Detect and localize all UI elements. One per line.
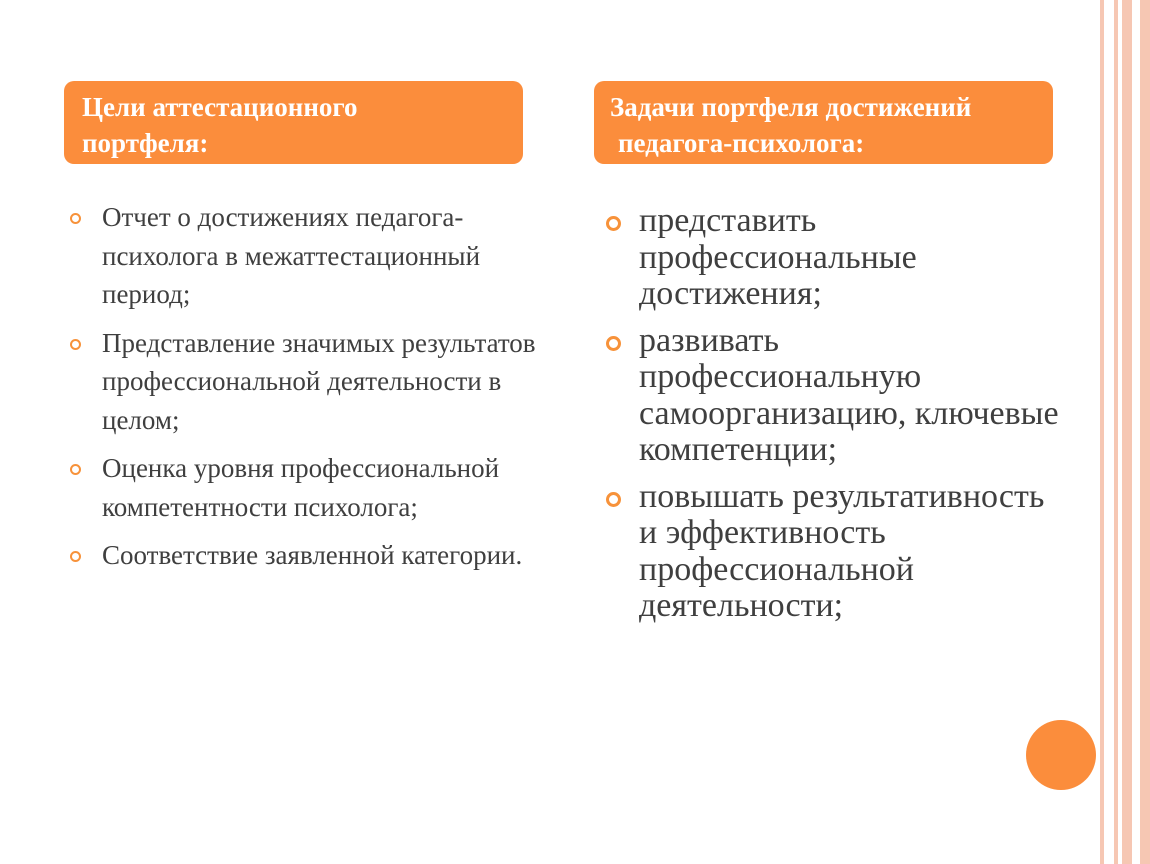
list-item [68, 198, 538, 314]
list-item [604, 203, 1064, 313]
circle-bullet-icon [606, 336, 621, 351]
left-bullet-list [68, 198, 538, 585]
right-heading-line2: педагога-психолога: [618, 128, 865, 158]
stripe [1122, 0, 1132, 864]
list-item [68, 324, 538, 440]
right-heading-line1: Задачи портфеля достижений [610, 92, 972, 122]
list-item [68, 449, 538, 526]
circle-bullet-icon [70, 551, 81, 562]
list-item [604, 323, 1064, 469]
list-item-text: Соответствие заявленной категории. [102, 540, 523, 570]
stripe [1114, 0, 1118, 864]
circle-bullet-icon [70, 339, 81, 350]
circle-bullet-icon [606, 492, 621, 507]
list-item [68, 536, 538, 575]
stripe [1140, 0, 1150, 864]
list-item-text: Оценка уровня профессиональной компетентности психолога; [102, 453, 500, 522]
left-column-heading [64, 81, 523, 164]
list-item-text: представить профессиональные достижения; [639, 202, 917, 312]
decorative-circle-icon [1026, 720, 1096, 790]
list-item [604, 479, 1064, 625]
left-heading-line2: портфеля: [82, 128, 209, 158]
stripe [1100, 0, 1104, 864]
right-bullet-list [604, 203, 1064, 635]
decorative-stripes [1100, 0, 1150, 864]
left-heading-line1: Цели аттестационного [82, 92, 358, 122]
circle-bullet-icon [606, 216, 621, 231]
circle-bullet-icon [70, 464, 81, 475]
list-item-text: Представление значимых результатов профессиональной деятельности в целом; [102, 327, 536, 435]
right-column-heading [594, 81, 1053, 164]
list-item-text: Отчет о достижениях педагога-психолога в межаттестационный период; [102, 202, 481, 309]
circle-bullet-icon [70, 213, 81, 224]
list-item-text: развивать профессиональную самоорганизацию, ключевые компетенции; [639, 321, 1059, 468]
list-item-text: повышать результативность и эффективность профессиональной деятельности; [639, 477, 1045, 624]
